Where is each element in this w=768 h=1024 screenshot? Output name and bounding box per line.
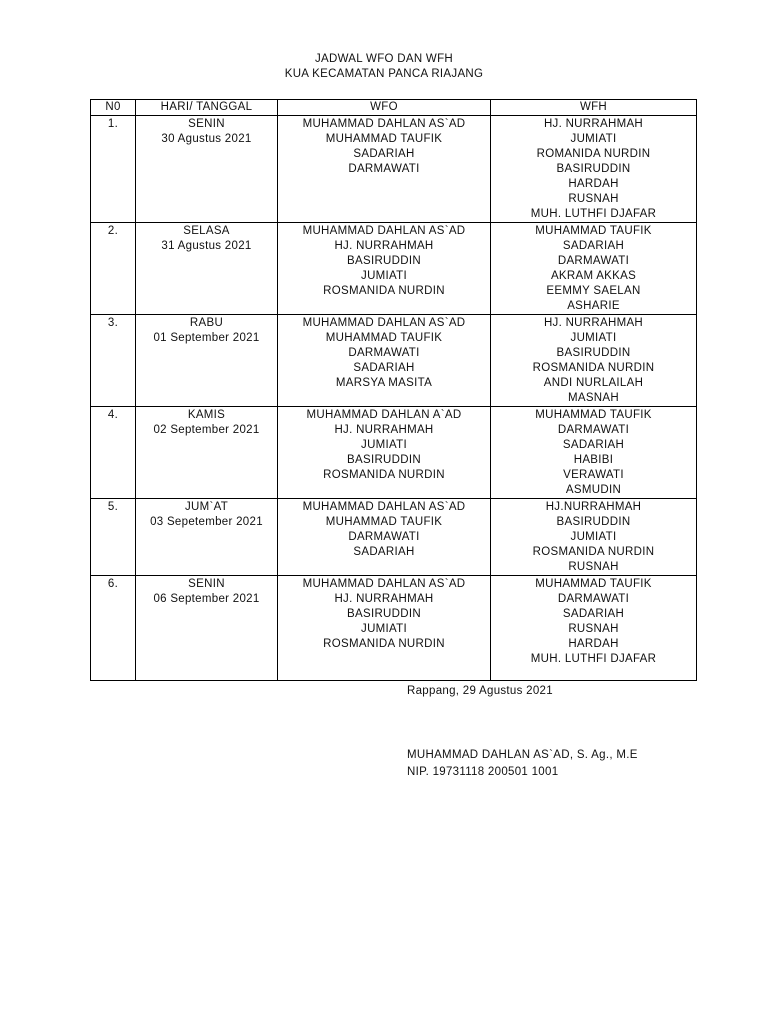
wfo-staff-name: JUMIATI [361,270,407,282]
wfo-staff-name: MUHAMMAD DAHLAN AS`AD [302,225,466,237]
wfh-staff-name: SADARIAH [562,608,625,620]
day-name: JUM`AT [184,501,229,513]
signatory-name: MUHAMMAD DAHLAN AS`AD, S. Ag., M.E [407,749,638,761]
date-text: 06 September 2021 [153,593,260,605]
wfh-staff-name: HARDAH [568,178,619,190]
wfh-staff-name: MASNAH [567,392,619,404]
wfh-cell [491,499,697,576]
row-number: 6. [107,578,119,590]
document-title: JADWAL WFO DAN WFH [314,53,454,65]
date-text: 02 September 2021 [153,424,260,436]
wfh-staff-name: JUMIATI [570,531,617,543]
wfh-staff-name: MUHAMMAD TAUFIK [535,409,652,421]
row-number-cell [91,576,136,681]
wfh-staff-name: MUH. LUTHFI DJAFAR [530,208,657,220]
wfo-cell [278,576,491,681]
wfo-cell [278,223,491,315]
row-number-cell [91,116,136,223]
day-name: KAMIS [187,409,226,421]
wfh-staff-name: ROMANIDA NURDIN [536,148,651,160]
header-no: N0 [91,100,136,116]
row-number: 1. [107,118,119,130]
day-name: RABU [189,317,224,329]
wfo-staff-name: BASIRUDDIN [347,608,421,620]
wfh-staff-name: VERAWATI [563,469,624,481]
header-day-date: HARI/ TANGGAL [136,100,278,116]
wfh-staff-name: RUSNAH [568,561,619,573]
wfo-staff-name: MUHAMMAD DAHLAN AS`AD [302,317,466,329]
table-row [91,315,697,407]
row-number: 4. [107,409,119,421]
wfo-staff-name: MUHAMMAD DAHLAN A`AD [306,409,462,421]
document-subtitle: KUA KECAMATAN PANCA RIAJANG [284,68,484,80]
signatory-nip: NIP. 19731118 200501 1001 [407,766,559,778]
wfo-staff-name: ROSMANIDA NURDIN [323,469,445,481]
wfh-staff-name: SADARIAH [562,439,625,451]
date-text: 01 September 2021 [153,332,260,344]
wfh-cell [491,223,697,315]
wfh-staff-name: HJ. NURRAHMAH [543,317,644,329]
wfo-staff-name: DARMAWATI [348,163,420,175]
wfh-staff-name: JUMIATI [570,133,617,145]
wfo-staff-name: MUHAMMAD TAUFIK [325,133,443,145]
wfh-staff-name: EEMMY SAELAN [546,285,641,297]
wfh-staff-name: HARDAH [568,638,619,650]
day-date-cell [136,576,278,681]
wfh-cell [491,407,697,499]
day-date-cell [136,116,278,223]
wfo-staff-name: SADARIAH [353,546,415,558]
wfo-cell [278,116,491,223]
wfo-staff-name: MUHAMMAD TAUFIK [325,332,443,344]
day-date-cell [136,315,278,407]
wfo-cell [278,407,491,499]
wfo-staff-name: BASIRUDDIN [347,454,421,466]
day-date-cell [136,499,278,576]
table-row [91,223,697,315]
wfh-staff-name: JUMIATI [570,332,617,344]
wfh-staff-name: BASIRUDDIN [556,516,631,528]
wfo-staff-name: HJ. NURRAHMAH [334,424,434,436]
row-number-cell [91,407,136,499]
day-date-cell [136,407,278,499]
table-row [91,499,697,576]
header-wfh: WFH [491,100,697,116]
wfh-staff-name: HJ. NURRAHMAH [543,118,644,130]
day-name: SELASA [183,225,230,237]
wfh-staff-name: MUHAMMAD TAUFIK [535,225,652,237]
wfh-staff-name: RUSNAH [568,193,619,205]
wfo-staff-name: DARMAWATI [348,347,420,359]
row-number-cell [91,223,136,315]
wfo-staff-name: JUMIATI [361,623,407,635]
wfo-staff-name: HJ. NURRAHMAH [334,240,434,252]
row-number-cell [91,315,136,407]
wfo-staff-name: MUHAMMAD DAHLAN AS`AD [302,578,466,590]
wfh-cell [491,116,697,223]
wfh-staff-name: HABIBI [573,454,614,466]
place-date: Rappang, 29 Agustus 2021 [407,685,553,697]
wfo-staff-name: SADARIAH [353,148,415,160]
wfh-staff-name: ROSMANIDA NURDIN [532,546,655,558]
table-body [91,116,697,681]
row-number-cell [91,499,136,576]
wfh-staff-name: ASHARIE [567,300,620,312]
wfh-staff-name: MUHAMMAD TAUFIK [535,578,652,590]
date-text: 03 Sepetember 2021 [150,516,263,528]
wfo-staff-name: MUHAMMAD DAHLAN AS`AD [302,501,466,513]
table-row [91,576,697,681]
table-row [91,116,697,223]
wfh-cell [491,576,697,681]
wfo-staff-name: BASIRUDDIN [347,255,421,267]
date-text: 31 Agustus 2021 [161,240,252,252]
wfh-staff-name: HJ.NURRAHMAH [545,501,642,513]
day-name: SENIN [188,578,225,590]
schedule-table [90,99,697,681]
wfh-staff-name: SADARIAH [562,240,625,252]
date-text: 30 Agustus 2021 [161,133,252,145]
row-number: 3. [107,317,119,329]
wfo-staff-name: MARSYA MASITA [335,377,433,389]
wfo-cell [278,499,491,576]
day-date-cell [136,223,278,315]
wfh-staff-name: RUSNAH [568,623,619,635]
wfh-cell [491,315,697,407]
row-number: 5. [107,501,119,513]
table-row [91,407,697,499]
wfh-staff-name: BASIRUDDIN [556,347,631,359]
wfh-staff-name: ANDI NURLAILAH [543,377,644,389]
wfo-staff-name: JUMIATI [361,439,407,451]
wfh-staff-name: BASIRUDDIN [556,163,631,175]
wfh-staff-name: AKRAM AKKAS [550,270,637,282]
table-header-row [91,100,697,116]
day-name: SENIN [188,118,225,130]
wfo-staff-name: MUHAMMAD DAHLAN AS`AD [302,118,466,130]
wfo-staff-name: DARMAWATI [348,531,420,543]
wfo-staff-name: ROSMANIDA NURDIN [323,285,445,297]
wfo-staff-name: SADARIAH [353,362,415,374]
row-number: 2. [107,225,119,237]
wfh-staff-name: MUH. LUTHFI DJAFAR [530,653,657,665]
wfo-staff-name: ROSMANIDA NURDIN [323,638,445,650]
wfh-staff-name: ROSMANIDA NURDIN [532,362,655,374]
wfo-staff-name: HJ. NURRAHMAH [334,593,434,605]
wfo-staff-name: MUHAMMAD TAUFIK [325,516,443,528]
header-wfo: WFO [278,100,491,116]
wfh-staff-name: ASMUDIN [565,484,622,496]
wfh-staff-name: DARMAWATI [557,593,630,605]
wfh-staff-name: DARMAWATI [557,255,630,267]
wfo-cell [278,315,491,407]
wfh-staff-name: DARMAWATI [557,424,630,436]
